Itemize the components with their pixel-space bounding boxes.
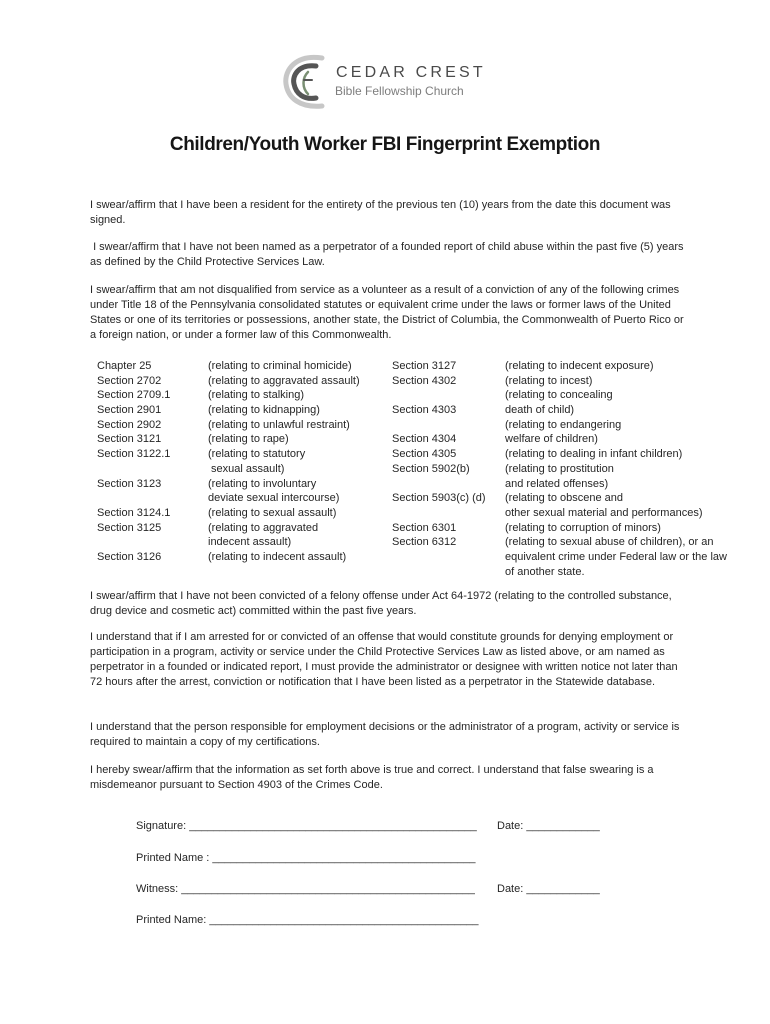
crime-description: (relating to unlawful restraint) — [208, 418, 350, 431]
crime-section: Section 4305 — [392, 448, 457, 461]
crime-description: (relating to indecent exposure) — [505, 360, 654, 372]
crime-description: (relating to concealing — [505, 389, 613, 402]
crime-description: equivalent crime under Federal law or the law — [505, 550, 727, 563]
crime-description: (relating to dealing in infant children) — [505, 448, 683, 461]
crimes-description-column-1 — [208, 359, 360, 565]
crime-section: Section 5903(c) (d) — [392, 492, 486, 505]
crime-description: other sexual material and performances) — [505, 506, 703, 519]
crime-description: (relating to prostitution — [505, 462, 614, 475]
crime-description: (relating to indecent assault) — [208, 550, 347, 563]
crime-description: (relating to kidnapping) — [208, 404, 320, 417]
crime-description: (relating to sexual abuse of children), or an — [505, 536, 714, 549]
crime-section: Section 3122.1 — [97, 448, 171, 461]
crime-section — [392, 477, 486, 492]
printed-name-field[interactable]: Printed Name : ___________________________________________ — [136, 852, 476, 864]
page-title: Children/Youth Worker FBI Fingerprint Exemption — [169, 134, 601, 155]
witness-printed-name-field[interactable]: Printed Name: ____________________________________________ — [136, 914, 479, 926]
crime-section: Section 2702 — [97, 374, 162, 387]
crimes-section-column-2 — [392, 359, 486, 550]
stylized-c-leaf-icon — [282, 52, 326, 112]
crime-description: (relating to aggravated assault) — [208, 374, 360, 387]
crime-description: (relating to criminal homicide) — [208, 360, 352, 372]
oath-statement: I hereby swear/affirm that the information as set forth above is true and correct. I understand that false swearing is a misdemeanor pursuant to Section 4903 of the Crimes Code. — [90, 764, 654, 791]
crime-description: sexual assault) — [208, 462, 285, 475]
crime-description: (relating to stalking) — [208, 389, 304, 402]
church-name: CEDAR CREST — [336, 64, 486, 81]
crime-description: (relating to statutory — [208, 448, 306, 461]
crime-description: indecent assault) — [208, 536, 292, 549]
disqualification-statement: I swear/affirm that am not disqualified from service as a volunteer as a result of a conviction of any of the following crimes under Title 18 of the Pennsylvania consolidated statutes or equivalent crime under the laws or former laws of the United States or one of its territories or possessions, another state, the District of Columbia, the Commonwealth of Puerto Rico or a foreign nation, or under a former law of this Commonwealth. — [90, 284, 684, 341]
crime-section: Section 3124.1 — [97, 506, 171, 519]
crime-section — [392, 506, 486, 521]
crime-description: deviate sexual intercourse) — [208, 492, 340, 505]
crimes-section-column-1 — [97, 359, 170, 565]
crime-section — [97, 462, 170, 477]
crime-section: Section 6312 — [392, 536, 457, 549]
signature-field[interactable]: Signature: _______________________________________________ — [136, 820, 477, 832]
crime-section: Chapter 25 — [97, 360, 152, 372]
crime-description: (relating to endangering — [505, 418, 622, 431]
notice-statement: I understand that if I am arrested for or convicted of an offense that would constitute grounds for denying employment or participation in a program, activity or service under the Child Protective Services Law as listed above, or am named as perpetrator in a founded or indicated report, I must provide the administrator or designee with written notice not later than 72 hours after the arrest, conviction or notification that I have been listed as a perpetrator in the Statewide database. — [90, 631, 678, 688]
crime-section: Section 2901 — [97, 404, 162, 417]
crimes-description-column-2 — [505, 359, 727, 579]
felony-statement: I swear/affirm that I have not been convicted of a felony offense under Act 64-1972 (relating to the controlled substance, drug device and cosmetic act) committed within the past five years. — [90, 590, 672, 617]
perpetrator-statement: I swear/affirm that I have not been named as a perpetrator of a founded report of child abuse within the past five (5) years as defined by the Child Protective Services Law. — [90, 241, 687, 268]
copy-statement: I understand that the person responsible for employment decisions or the administrator of a program, activity or service is required to maintain a copy of my certifications. — [90, 721, 680, 748]
crime-description: death of child) — [505, 404, 575, 417]
crime-section: Section 4302 — [392, 374, 457, 387]
crime-description: welfare of children) — [505, 433, 598, 446]
crime-description: (relating to sexual assault) — [208, 506, 337, 519]
crime-description: of another state. — [505, 565, 585, 578]
crime-description: (relating to corruption of minors) — [505, 521, 661, 534]
crime-section: Section 3125 — [97, 521, 162, 534]
crime-section: Section 3127 — [392, 360, 457, 372]
crime-section — [97, 491, 170, 506]
crime-section — [392, 388, 486, 403]
crime-description: (relating to involuntary — [208, 477, 317, 490]
witness-field[interactable]: Witness: ________________________________________________ — [136, 883, 475, 895]
signature-date-field[interactable]: Date: ____________ — [497, 820, 600, 832]
residency-statement: I swear/affirm that I have been a resident for the entirety of the previous ten (10) years from the date this document was signed. — [90, 199, 671, 226]
crime-section: Section 4304 — [392, 433, 457, 446]
crime-description: (relating to aggravated — [208, 521, 319, 534]
witness-date-field[interactable]: Date: ____________ — [497, 883, 600, 895]
crime-section — [97, 535, 170, 550]
crime-description: (relating to rape) — [208, 433, 289, 446]
crime-section: Section 4303 — [392, 404, 457, 417]
crime-section: Section 2902 — [97, 418, 162, 431]
crime-description: and related offenses) — [505, 477, 609, 490]
crime-section: Section 5902(b) — [392, 462, 470, 475]
crime-section: Section 3126 — [97, 550, 162, 563]
crime-description: (relating to obscene and — [505, 492, 624, 505]
crime-section: Section 3121 — [97, 433, 162, 446]
crime-section: Section 2709.1 — [97, 389, 171, 402]
church-subtitle: Bible Fellowship Church — [335, 84, 464, 98]
crime-section: Section 3123 — [97, 477, 162, 490]
crime-section — [392, 418, 486, 433]
crime-description: (relating to incest) — [505, 374, 593, 387]
crime-section: Section 6301 — [392, 521, 457, 534]
